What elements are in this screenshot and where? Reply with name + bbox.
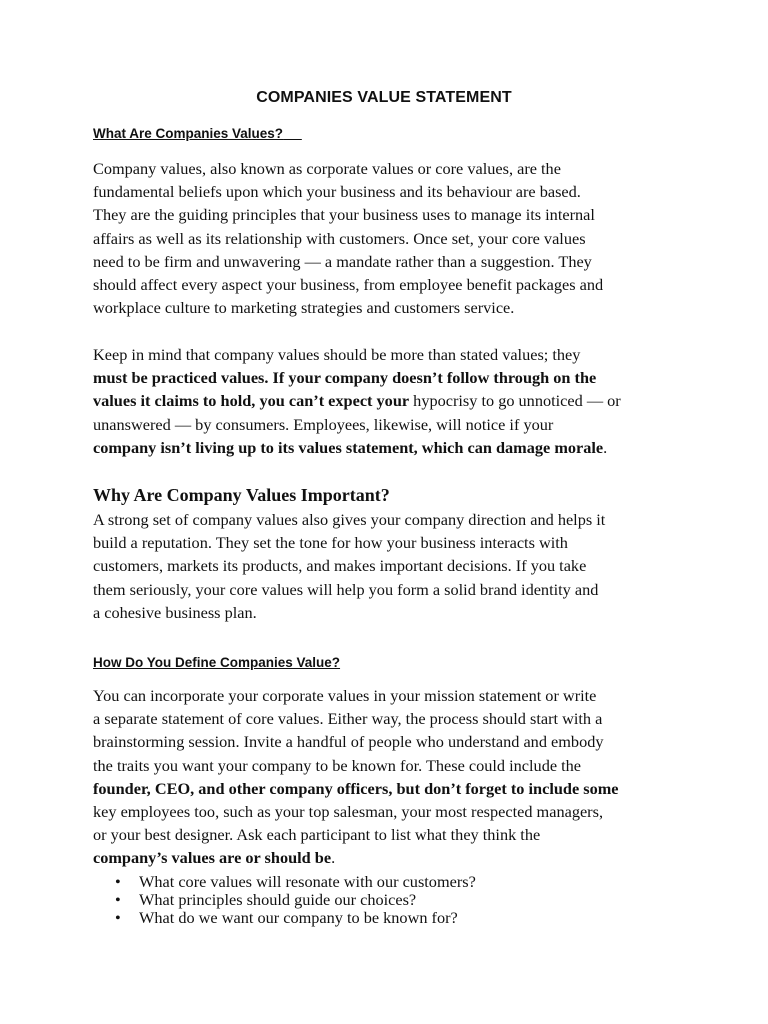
bold-text: must be practiced values. If your company doesn’t follow through on the <box>93 368 597 388</box>
bold-text: values it claims to hold, you can’t expect your <box>93 391 410 411</box>
paragraph-line: You can incorporate your corporate values in your mission statement or write <box>93 686 597 705</box>
bold-text: founder, CEO, and other company officers, but don’t forget to include some <box>93 778 619 798</box>
list-item-text: What do we want our company to be known for? <box>139 908 458 927</box>
regular-text: hypocrisy to go unnoticed — or <box>409 391 621 411</box>
paragraph-line: or your best designer. Ask each participant to list what they think the <box>93 825 541 845</box>
paragraph-line: should affect every aspect your business, from employee benefit packages and <box>93 275 604 295</box>
bullet-list-questions <box>93 873 476 927</box>
bullet-icon: • <box>115 872 121 891</box>
section-heading-text: What Are Companies Values? <box>93 126 284 141</box>
list-item-text: What principles should guide our choices? <box>139 890 417 909</box>
bullet-icon: • <box>115 890 121 909</box>
paragraph-line: brainstorming session. Invite a handful of people who understand and embody <box>93 732 604 752</box>
paragraph-line: key employees too, such as your top salesman, your most respected managers, <box>93 802 604 822</box>
paragraph-line: fundamental beliefs upon which your business and its behaviour are based. <box>93 182 581 202</box>
paragraph-line <box>93 846 683 869</box>
section-heading-text: How Do You Define Companies Value? <box>93 655 341 670</box>
paragraph-line <box>93 366 683 389</box>
bold-text: company’s values are or should be <box>93 848 332 868</box>
paragraph-line: Company values, also known as corporate values or core values, are the <box>93 159 561 178</box>
paragraph-line: the traits you want your company to be known for. These could include the <box>93 755 582 775</box>
heading-underline-trail <box>283 126 302 141</box>
paragraph-line: Keep in mind that company values should be more than stated values; they <box>93 345 581 364</box>
regular-text: . <box>331 848 336 868</box>
paragraph-why-important <box>93 508 683 624</box>
paragraph-line <box>93 436 683 459</box>
list-item <box>93 873 476 891</box>
paragraph-line: need to be firm and unwavering — a mandate rather than a suggestion. They <box>93 251 592 271</box>
section-heading-why-important: Why Are Company Values Important? <box>93 485 390 505</box>
paragraph-practiced-values <box>93 343 683 459</box>
paragraph-line: customers, markets its products, and makes important decisions. If you take <box>93 556 587 576</box>
bullet-icon: • <box>115 908 121 927</box>
section-heading-what-are-values <box>93 126 302 141</box>
paragraph-line <box>93 389 683 412</box>
paragraph-line: A strong set of company values also gives your company direction and helps it <box>93 510 606 529</box>
list-item <box>93 891 476 909</box>
paragraph-line: a cohesive business plan. <box>93 602 257 622</box>
paragraph-define-values <box>93 684 683 870</box>
paragraph-values-definition <box>93 157 683 319</box>
paragraph-line: unanswered — by consumers. Employees, likewise, will notice if your <box>93 414 554 434</box>
section-heading-define-values <box>93 655 340 670</box>
paragraph-line: workplace culture to marketing strategies and customers service. <box>93 298 515 318</box>
paragraph-line: They are the guiding principles that your business uses to manage its internal <box>93 205 595 225</box>
paragraph-line: affairs as well as its relationship with customers. Once set, your core values <box>93 228 586 248</box>
regular-text: . <box>603 437 608 457</box>
document-title: COMPANIES VALUE STATEMENT <box>256 89 512 106</box>
list-item-text: What core values will resonate with our customers? <box>139 872 476 891</box>
paragraph-line <box>93 777 683 800</box>
paragraph-line: them seriously, your core values will help you form a solid brand identity and <box>93 579 599 599</box>
paragraph-line: a separate statement of core values. Either way, the process should start with a <box>93 709 603 729</box>
list-item <box>93 909 476 927</box>
paragraph-line: build a reputation. They set the tone for how your business interacts with <box>93 533 568 553</box>
bold-text: company isn’t living up to its values statement, which can damage morale <box>93 437 604 457</box>
